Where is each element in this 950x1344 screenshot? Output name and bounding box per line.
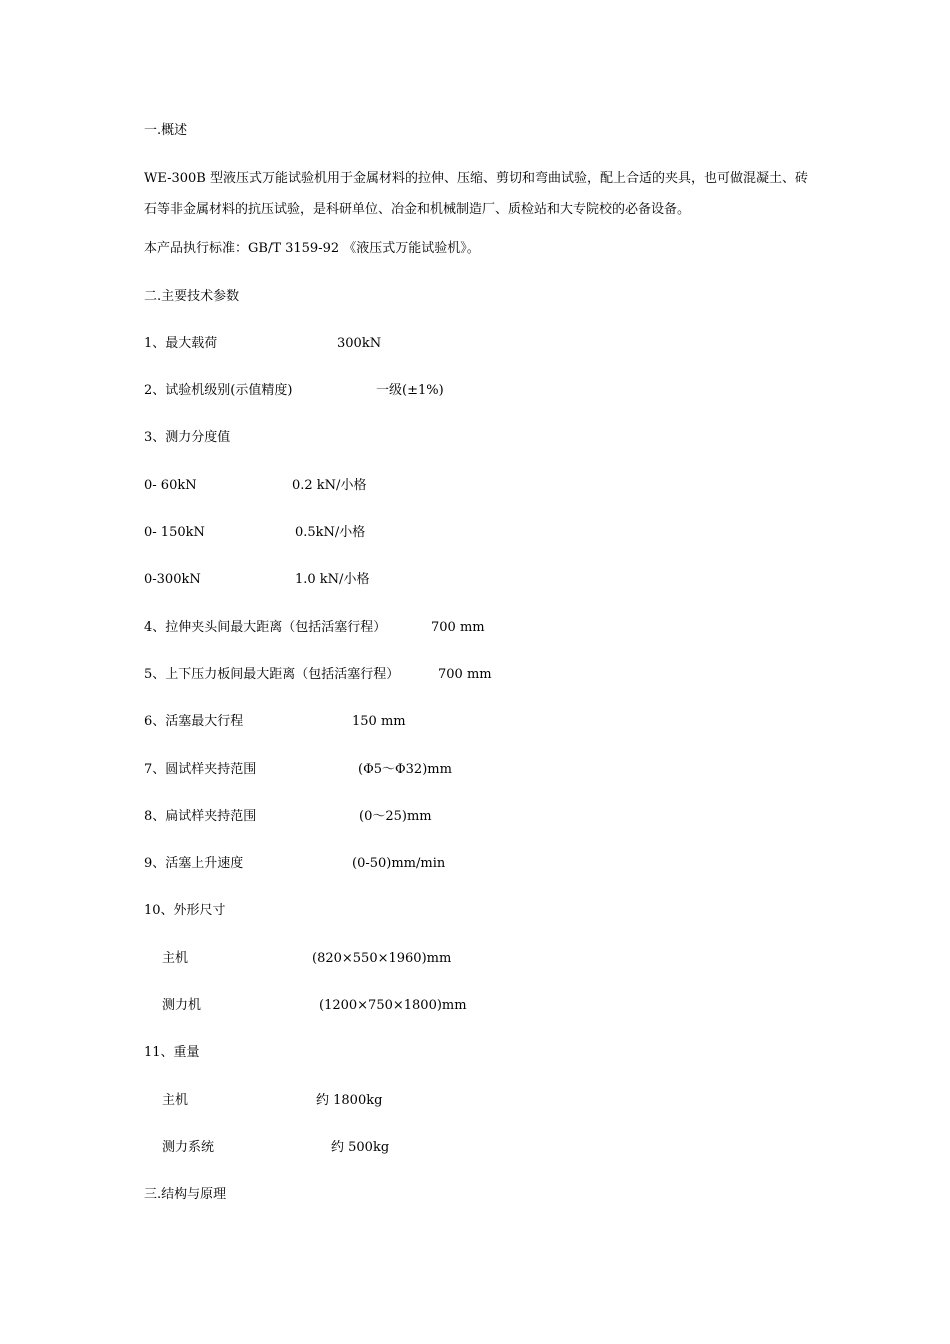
spec-label: 3、测力分度值 <box>144 430 231 445</box>
spec-label: 4、拉伸夹头间最大距离（包括活塞行程） <box>144 620 387 635</box>
spec-label: 5、上下压力板间最大距离（包括活塞行程） <box>144 667 400 682</box>
spec-value: (1200×750×1800)mm <box>319 998 467 1013</box>
spec-row <box>162 1092 383 1110</box>
spec-value: (820×550×1960)mm <box>312 951 452 966</box>
spec-label: 7、圆试样夹持范围 <box>144 762 257 777</box>
spec-row <box>162 950 452 968</box>
spec-label: 0- 60kN <box>144 478 197 493</box>
spec-row <box>162 1139 390 1157</box>
spec-label: 9、活塞上升速度 <box>144 856 244 871</box>
spec-value: (0-50)mm/min <box>352 856 446 871</box>
spec-label: 主机 <box>162 951 189 966</box>
spec-row <box>144 902 226 920</box>
spec-value: 150 mm <box>352 714 406 729</box>
spec-label: 8、扁试样夹持范围 <box>144 809 257 824</box>
spec-label: 主机 <box>162 1093 189 1108</box>
spec-row <box>162 997 467 1015</box>
spec-row <box>144 855 446 873</box>
spec-value: 700 mm <box>438 667 492 682</box>
spec-label: 10、外形尺寸 <box>144 903 226 918</box>
spec-row <box>144 666 492 684</box>
spec-label: 0-300kN <box>144 572 201 587</box>
spec-value: 一级(±1%) <box>376 383 444 398</box>
spec-row <box>144 571 370 589</box>
spec-row <box>144 382 444 400</box>
spec-value: (0～25)mm <box>359 809 432 824</box>
spec-value: 0.5kN/小格 <box>295 525 366 540</box>
spec-row <box>144 335 382 353</box>
spec-value: 0.2 kN/小格 <box>292 478 367 493</box>
spec-label: 6、活塞最大行程 <box>144 714 244 729</box>
standard-paragraph: 本产品执行标准：GB/T 3159-92 《液压式万能试验机》。 <box>144 241 480 256</box>
spec-value: 700 mm <box>431 620 485 635</box>
spec-label: 1、最大载荷 <box>144 336 218 351</box>
spec-label: 测力系统 <box>162 1140 215 1155</box>
section-heading-specs: 二.主要技术参数 <box>144 289 240 304</box>
spec-row <box>144 808 432 826</box>
spec-label: 11、重量 <box>144 1045 200 1060</box>
spec-label: 2、试验机级别(示值精度) <box>144 383 293 398</box>
spec-row <box>144 761 452 779</box>
spec-label: 测力机 <box>162 998 202 1013</box>
spec-value: 约 500kg <box>331 1140 390 1155</box>
section-heading-structure: 三.结构与原理 <box>144 1187 227 1202</box>
spec-value: (Φ5～Φ32)mm <box>358 762 452 777</box>
spec-row <box>144 429 230 447</box>
spec-value: 约 1800kg <box>316 1093 383 1108</box>
spec-value: 1.0 kN/小格 <box>295 572 370 587</box>
spec-row <box>144 524 366 542</box>
section-heading-overview: 一.概述 <box>144 123 188 138</box>
overview-paragraph: WE-300B 型液压式万能试验机用于金属材料的拉伸、压缩、剪切和弯曲试验，配上合适的夹具，也可做混凝土、砖石等非金属材料的抗压试验，是科研单位、冶金和机械制造厂、质检站和大专院校的必备设备。 <box>144 171 808 217</box>
spec-row <box>144 477 367 495</box>
spec-row <box>144 713 406 731</box>
spec-row <box>144 1044 200 1062</box>
spec-label: 0- 150kN <box>144 525 205 540</box>
spec-value: 300kN <box>337 336 382 351</box>
spec-row <box>144 619 485 637</box>
